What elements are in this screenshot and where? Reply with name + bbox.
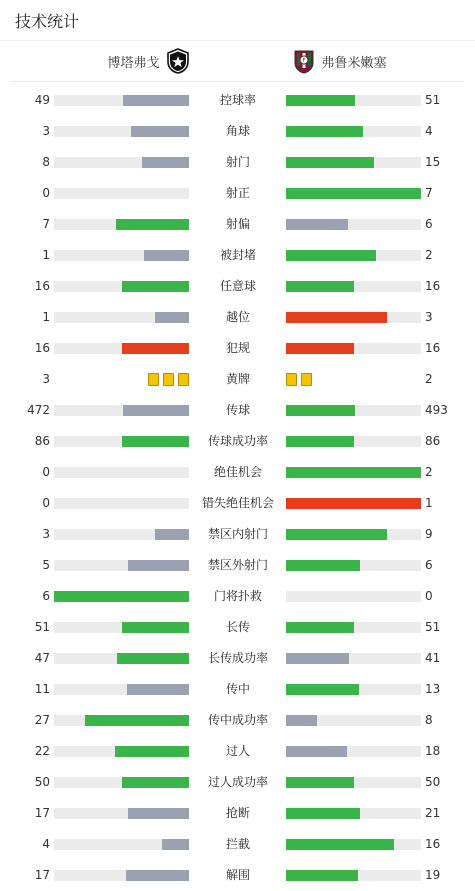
home-stat-bar-track [54, 622, 189, 633]
stat-row [0, 457, 475, 488]
away-stat-value: 15 [425, 155, 441, 169]
home-stat-bar [116, 219, 189, 230]
away-stat-value: 1 [425, 496, 433, 510]
stat-row [0, 860, 475, 891]
away-stat-bar-track [286, 250, 421, 261]
stat-row [0, 643, 475, 674]
home-stat-bar-track [54, 746, 189, 757]
away-stat-bar [286, 715, 317, 726]
away-stat-bar [286, 250, 376, 261]
stat-label: 长传 [225, 620, 250, 634]
away-stat-value: 3 [425, 310, 433, 324]
page-title: 技术统计 [15, 11, 80, 31]
home-stat-bar [123, 405, 189, 416]
away-stat-bar [286, 560, 360, 571]
stat-row [0, 395, 475, 426]
home-stat-value: 0 [42, 186, 50, 200]
home-stat-bar-track [54, 498, 189, 509]
stat-label: 解围 [225, 868, 250, 882]
stat-label: 控球率 [219, 93, 256, 107]
away-stat-bar-track [286, 808, 421, 819]
away-stat-value: 2 [425, 372, 433, 386]
home-stat-bar-track [54, 188, 189, 199]
away-stat-bar-track [286, 157, 421, 168]
yellow-card-icon [286, 373, 297, 386]
home-stat-bar [123, 95, 189, 106]
home-stat-bar-track [54, 715, 189, 726]
stat-label: 抢断 [225, 806, 250, 820]
home-stat-bar-track [54, 870, 189, 881]
stat-row [0, 674, 475, 705]
away-stat-bar-track [286, 870, 421, 881]
stat-row [0, 178, 475, 209]
botafogo-crest-icon [166, 48, 190, 74]
away-stat-value: 41 [425, 651, 441, 665]
home-stat-value: 27 [34, 713, 50, 727]
stat-row [0, 271, 475, 302]
away-stat-bar [286, 312, 387, 323]
away-stat-bar-track [286, 777, 421, 788]
stat-label: 传中成功率 [207, 713, 268, 727]
home-stat-value: 1 [42, 248, 50, 262]
home-team-name: 博塔弗戈 [107, 55, 160, 71]
stat-row [0, 736, 475, 767]
home-stat-bar [122, 777, 190, 788]
stats-list [0, 85, 475, 891]
stat-row [0, 829, 475, 860]
yellow-card-icon [163, 373, 174, 386]
stat-label: 绝佳机会 [213, 465, 262, 479]
home-stat-value: 0 [42, 496, 50, 510]
away-stat-bar [286, 839, 394, 850]
fluminense-crest-icon [292, 48, 316, 74]
home-stat-bar [122, 281, 190, 292]
away-stat-value: 9 [425, 527, 433, 541]
stat-row [0, 612, 475, 643]
home-stat-value: 50 [34, 775, 50, 789]
stat-label: 射偏 [225, 217, 250, 231]
stat-label: 传球成功率 [207, 434, 268, 448]
away-stat-bar-track [286, 188, 421, 199]
away-stat-value: 13 [425, 682, 441, 696]
away-stat-value: 6 [425, 558, 433, 572]
away-stat-bar-track [286, 715, 421, 726]
away-stat-value: 50 [425, 775, 441, 789]
away-stat-bar [286, 808, 360, 819]
away-stat-bar-track [286, 343, 421, 354]
home-stat-bar-track [54, 281, 189, 292]
home-stat-bar [127, 684, 189, 695]
away-stat-bar-track [286, 95, 421, 106]
away-stat-bar-track [286, 653, 421, 664]
yellow-card-icon [148, 373, 159, 386]
home-stat-bar-track [54, 529, 189, 540]
away-stat-value: 16 [425, 341, 441, 355]
home-stat-bar [115, 746, 189, 757]
home-stat-bar [122, 436, 190, 447]
home-stat-bar [122, 343, 190, 354]
stat-row [0, 767, 475, 798]
home-stat-value: 7 [42, 217, 50, 231]
stat-row [0, 147, 475, 178]
stat-row [0, 116, 475, 147]
home-stat-value: 3 [42, 527, 50, 541]
stat-label: 拦截 [225, 837, 250, 851]
stat-label: 禁区外射门 [207, 558, 268, 572]
home-yellow-cards [148, 373, 189, 386]
home-stat-bar-track [54, 250, 189, 261]
away-stat-value: 8 [425, 713, 433, 727]
home-stat-value: 47 [34, 651, 50, 665]
away-stat-value: 19 [425, 868, 441, 882]
stat-row [0, 426, 475, 457]
away-stat-bar-track [286, 684, 421, 695]
home-stat-value: 3 [42, 124, 50, 138]
away-stat-bar [286, 467, 421, 478]
stat-row [0, 333, 475, 364]
home-stat-value: 8 [42, 155, 50, 169]
home-stat-value: 49 [34, 93, 50, 107]
away-stat-bar-track [286, 126, 421, 137]
away-stat-value: 51 [425, 93, 441, 107]
home-stat-bar-track [54, 157, 189, 168]
stat-label: 任意球 [219, 279, 256, 293]
home-stat-value: 17 [34, 868, 50, 882]
away-stat-bar [286, 343, 354, 354]
home-stat-bar-track [54, 405, 189, 416]
away-stat-bar-track [286, 529, 421, 540]
away-stat-value: 493 [425, 403, 448, 417]
away-stat-bar-track [286, 498, 421, 509]
away-stat-value: 21 [425, 806, 441, 820]
home-stat-bar [54, 591, 189, 602]
away-stat-bar [286, 219, 348, 230]
away-team[interactable] [292, 41, 387, 81]
home-stat-bar-track [54, 436, 189, 447]
home-stat-value: 5 [42, 558, 50, 572]
home-stat-bar [117, 653, 189, 664]
away-stat-value: 51 [425, 620, 441, 634]
home-stat-bar-track [54, 312, 189, 323]
stat-label: 射门 [225, 155, 250, 169]
stat-label: 过人 [225, 744, 250, 758]
home-stat-value: 1 [42, 310, 50, 324]
stat-label: 传中 [225, 682, 250, 696]
stat-label: 黄牌 [225, 372, 250, 386]
home-stat-bar-track [54, 777, 189, 788]
stat-label: 门将扑救 [213, 589, 262, 603]
stat-label: 过人成功率 [207, 775, 268, 789]
stat-row [0, 519, 475, 550]
home-stat-bar-track [54, 126, 189, 137]
home-stat-value: 16 [34, 279, 50, 293]
stats-header [0, 0, 475, 41]
stat-row [0, 550, 475, 581]
svg-text:F: F [302, 58, 305, 64]
away-stat-bar [286, 126, 363, 137]
home-stat-bar [126, 870, 189, 881]
home-stat-value: 86 [34, 434, 50, 448]
away-stat-value: 86 [425, 434, 441, 448]
away-stat-bar [286, 95, 355, 106]
home-stat-value: 16 [34, 341, 50, 355]
stat-label: 长传成功率 [207, 651, 268, 665]
stat-row [0, 85, 475, 116]
home-stat-bar [131, 126, 189, 137]
home-stat-value: 4 [42, 837, 50, 851]
stat-label: 被封堵 [219, 248, 256, 262]
stat-label: 射正 [225, 186, 250, 200]
stat-label: 传球 [225, 403, 250, 417]
home-stat-bar-track [54, 219, 189, 230]
home-stat-value: 472 [27, 403, 50, 417]
home-stat-bar [128, 560, 189, 571]
away-stat-value: 2 [425, 248, 433, 262]
stat-label: 错失绝佳机会 [201, 496, 274, 510]
away-stat-bar [286, 746, 347, 757]
home-stat-value: 3 [42, 372, 50, 386]
away-stat-bar [286, 436, 354, 447]
home-stat-bar-track [54, 808, 189, 819]
stat-row [0, 240, 475, 271]
stat-row [0, 364, 475, 395]
home-stat-bar [85, 715, 189, 726]
home-stat-bar-track [54, 653, 189, 664]
stat-row [0, 488, 475, 519]
away-stat-bar-track [286, 312, 421, 323]
away-stat-bar [286, 188, 421, 199]
home-team[interactable] [107, 41, 189, 81]
away-stat-bar-track [286, 839, 421, 850]
stat-label: 越位 [225, 310, 250, 324]
home-stat-bar-track [54, 684, 189, 695]
stat-label: 禁区内射门 [207, 527, 268, 541]
away-stat-bar-track [286, 622, 421, 633]
stat-row [0, 581, 475, 612]
away-stat-bar-track [286, 560, 421, 571]
yellow-card-icon [178, 373, 189, 386]
away-stat-value: 6 [425, 217, 433, 231]
home-stat-value: 11 [34, 682, 50, 696]
home-stat-value: 6 [42, 589, 50, 603]
away-stat-value: 4 [425, 124, 433, 138]
home-stat-bar-track [54, 343, 189, 354]
away-stat-bar-track [286, 591, 421, 602]
away-stat-bar-track [286, 281, 421, 292]
away-stat-bar [286, 653, 349, 664]
away-stat-bar [286, 777, 354, 788]
home-stat-bar-track [54, 839, 189, 850]
away-yellow-cards [286, 373, 312, 386]
away-stat-value: 0 [425, 589, 433, 603]
teams-row [10, 41, 465, 82]
away-team-name: 弗鲁米嫩塞 [321, 55, 387, 71]
home-stat-bar [128, 808, 189, 819]
away-stat-bar-track [286, 405, 421, 416]
home-stat-bar-track [54, 560, 189, 571]
stat-row [0, 798, 475, 829]
yellow-card-icon [301, 373, 312, 386]
away-stat-bar-track [286, 467, 421, 478]
stat-row [0, 705, 475, 736]
away-stat-bar [286, 157, 374, 168]
home-stat-value: 51 [34, 620, 50, 634]
away-stat-bar [286, 870, 358, 881]
away-stat-bar-track [286, 746, 421, 757]
away-stat-value: 2 [425, 465, 433, 479]
home-stat-bar [155, 312, 189, 323]
home-stat-bar [144, 250, 189, 261]
away-stat-bar-track [286, 436, 421, 447]
away-stat-bar [286, 622, 354, 633]
stat-label: 犯规 [225, 341, 250, 355]
home-stat-bar [162, 839, 189, 850]
stat-row [0, 302, 475, 333]
home-stat-bar-track [54, 591, 189, 602]
away-stat-value: 7 [425, 186, 433, 200]
away-stat-bar [286, 405, 355, 416]
away-stat-bar [286, 281, 354, 292]
home-stat-bar-track [54, 95, 189, 106]
away-stat-value: 16 [425, 837, 441, 851]
home-stat-value: 17 [34, 806, 50, 820]
away-stat-bar [286, 498, 421, 509]
home-stat-bar [155, 529, 189, 540]
away-stat-bar [286, 684, 359, 695]
stat-label: 角球 [225, 124, 250, 138]
away-stat-bar-track [286, 219, 421, 230]
home-stat-value: 0 [42, 465, 50, 479]
away-stat-value: 16 [425, 279, 441, 293]
home-stat-value: 22 [34, 744, 50, 758]
home-stat-bar [122, 622, 190, 633]
home-stat-bar [142, 157, 189, 168]
away-stat-value: 18 [425, 744, 441, 758]
stat-row [0, 209, 475, 240]
away-stat-bar [286, 529, 387, 540]
home-stat-bar-track [54, 467, 189, 478]
